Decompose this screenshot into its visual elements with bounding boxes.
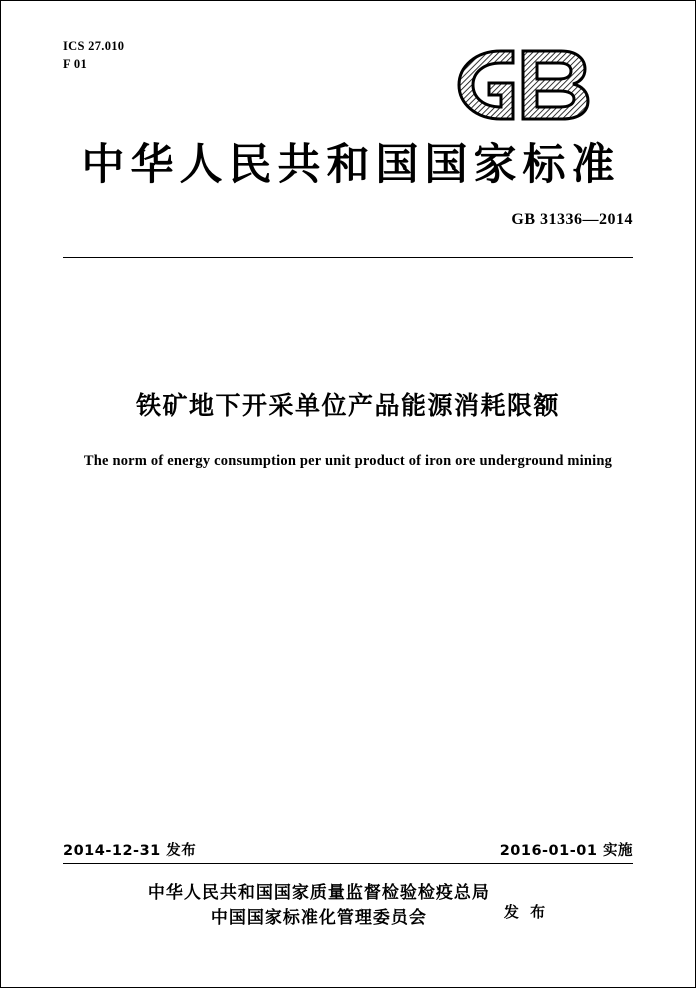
- document-title-chinese: 铁矿地下开采单位产品能源消耗限额: [135, 391, 560, 420]
- issue-date: 2014-12-31 发布: [63, 843, 197, 859]
- issuer-block: [1, 881, 695, 930]
- header-divider: [63, 257, 633, 258]
- ccs-code: F 01: [63, 57, 87, 72]
- ics-code: ICS 27.010: [63, 39, 125, 53]
- issuer-primary: 中华人民共和国国家质量监督检验检疫总局: [147, 883, 490, 903]
- standard-number: GB 31336—2014: [511, 211, 633, 228]
- effective-date: 2016-01-01 实施: [499, 843, 633, 859]
- ics-classification-block: [63, 37, 124, 73]
- footer-divider: [63, 863, 633, 864]
- national-standard-title: 中华人民共和国国家标准: [81, 140, 621, 190]
- dates-row: [63, 839, 633, 860]
- issue-verb: 发 布: [503, 903, 549, 922]
- issuer-names: [148, 881, 490, 930]
- document-title-english: The norm of energy consumption per unit product of iron ore underground mining: [83, 453, 613, 469]
- issuer-secondary: 中国国家标准化管理委员会: [210, 907, 427, 928]
- gb-logo-icon: [449, 45, 599, 125]
